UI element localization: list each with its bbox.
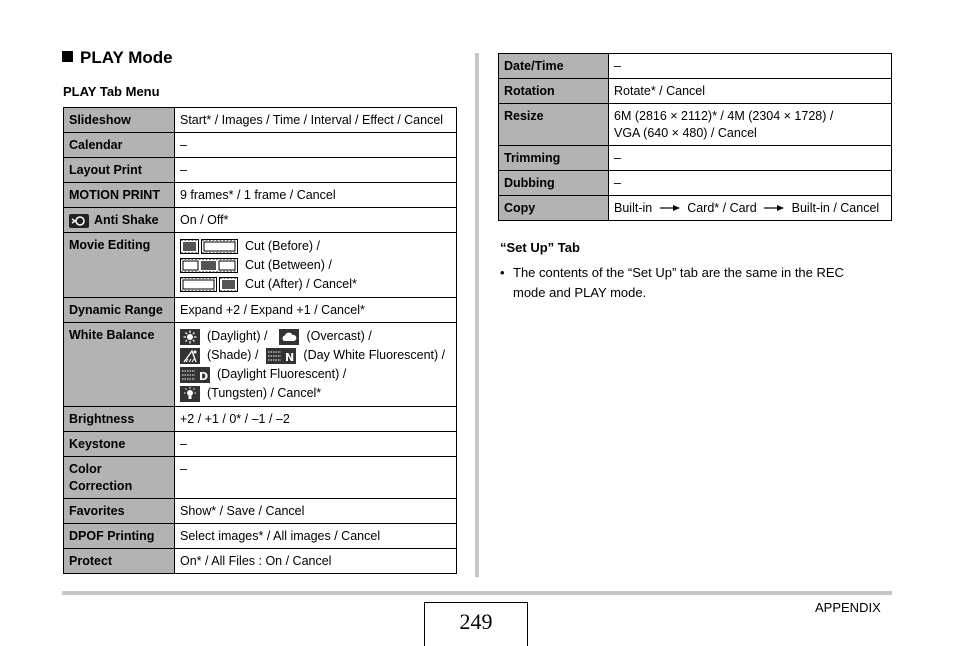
film-cut-before-icon bbox=[180, 239, 238, 254]
row-value-movie-editing bbox=[175, 233, 457, 298]
row-value-copy bbox=[609, 196, 892, 221]
row-key: Date/Time bbox=[499, 54, 609, 79]
table-row bbox=[64, 549, 457, 574]
resize-line: VGA (640 × 480) / Cancel bbox=[614, 126, 757, 140]
table-row bbox=[64, 208, 457, 233]
table-row bbox=[499, 171, 892, 196]
shade-icon bbox=[180, 348, 200, 364]
setup-tab-title: “Set Up” Tab bbox=[500, 240, 580, 255]
table-row bbox=[499, 54, 892, 79]
table-row bbox=[64, 524, 457, 549]
table-row bbox=[499, 196, 892, 221]
cloud-icon bbox=[279, 329, 299, 345]
row-value: – bbox=[609, 171, 892, 196]
play-tab-title: PLAY Tab Menu bbox=[63, 84, 160, 99]
row-key: Protect bbox=[64, 549, 175, 574]
svg-text:N: N bbox=[285, 350, 295, 364]
row-value: Rotate* / Cancel bbox=[609, 79, 892, 104]
row-value: – bbox=[175, 133, 457, 158]
row-key: Brightness bbox=[64, 407, 175, 432]
anti-shake-label: Anti Shake bbox=[94, 213, 159, 227]
row-key: Rotation bbox=[499, 79, 609, 104]
daylight-fluorescent-text: (Daylight Fluorescent) / bbox=[217, 367, 347, 381]
row-value: Select images* / All images / Cancel bbox=[175, 524, 457, 549]
fluorescent-n-icon bbox=[266, 348, 296, 364]
footer-rule bbox=[62, 591, 892, 595]
appendix-label: APPENDIX bbox=[815, 600, 881, 615]
row-key: Layout Print bbox=[64, 158, 175, 183]
table-row bbox=[64, 457, 457, 499]
table-row bbox=[64, 323, 457, 407]
table-row bbox=[499, 79, 892, 104]
table-row bbox=[64, 499, 457, 524]
sun-icon bbox=[180, 329, 200, 345]
row-value: Start* / Images / Time / Interval / Effect / Cancel bbox=[175, 108, 457, 133]
right-arrow-icon bbox=[763, 200, 785, 217]
bulb-icon bbox=[180, 386, 200, 402]
table-row bbox=[499, 146, 892, 171]
table-row bbox=[64, 298, 457, 323]
section-title bbox=[62, 48, 173, 68]
resize-line: 6M (2816 × 2112)* / 4M (2304 × 1728) / bbox=[614, 109, 834, 123]
anti-shake-icon bbox=[69, 214, 89, 228]
table-row bbox=[64, 158, 457, 183]
play-tab-menu-table-continued bbox=[498, 53, 892, 221]
row-key: Slideshow bbox=[64, 108, 175, 133]
row-value: – bbox=[175, 158, 457, 183]
row-value-resize bbox=[609, 104, 892, 146]
play-tab-menu-table bbox=[63, 107, 457, 574]
row-key-anti-shake bbox=[64, 208, 175, 233]
copy-part: Built-in / Cancel bbox=[791, 201, 880, 215]
fluorescent-d-icon bbox=[180, 367, 210, 383]
table-row bbox=[499, 104, 892, 146]
row-key: Trimming bbox=[499, 146, 609, 171]
row-key: Movie Editing bbox=[64, 233, 175, 298]
row-key: Copy bbox=[499, 196, 609, 221]
svg-text:D: D bbox=[199, 369, 209, 383]
daylight-text: (Daylight) / bbox=[207, 329, 268, 343]
film-cut-after-icon bbox=[180, 277, 238, 292]
row-value: – bbox=[609, 54, 892, 79]
copy-part: Built-in bbox=[614, 201, 653, 215]
cut-after-text: Cut (After) / Cancel* bbox=[245, 277, 357, 291]
row-key: Keystone bbox=[64, 432, 175, 457]
day-white-fluorescent-text: (Day White Fluorescent) / bbox=[303, 348, 446, 362]
table-row bbox=[64, 183, 457, 208]
row-value: 9 frames* / 1 frame / Cancel bbox=[175, 183, 457, 208]
row-value: +2 / +1 / 0* / –1 / –2 bbox=[175, 407, 457, 432]
row-value: – bbox=[175, 457, 457, 499]
table-row bbox=[64, 108, 457, 133]
section-title-text: PLAY Mode bbox=[80, 48, 173, 67]
overcast-text: (Overcast) / bbox=[306, 329, 372, 343]
film-cut-between-icon bbox=[180, 258, 238, 273]
table-row bbox=[64, 133, 457, 158]
row-value: – bbox=[609, 146, 892, 171]
row-key: DPOF Printing bbox=[64, 524, 175, 549]
setup-note bbox=[500, 263, 880, 303]
row-value: Show* / Save / Cancel bbox=[175, 499, 457, 524]
row-key: Resize bbox=[499, 104, 609, 146]
setup-note-text: The contents of the “Set Up” tab are the same in the REC mode and PLAY mode. bbox=[513, 265, 844, 300]
tungsten-text: (Tungsten) / Cancel* bbox=[207, 386, 322, 400]
row-key: Favorites bbox=[64, 499, 175, 524]
right-arrow-icon bbox=[659, 200, 681, 217]
page-number: 249 bbox=[424, 602, 528, 646]
row-value: On / Off* bbox=[175, 208, 457, 233]
cut-between-text: Cut (Between) / bbox=[245, 258, 332, 272]
square-bullet-icon bbox=[62, 51, 73, 62]
row-value: – bbox=[175, 432, 457, 457]
column-divider bbox=[475, 53, 479, 577]
row-key: Dynamic Range bbox=[64, 298, 175, 323]
row-value-white-balance bbox=[175, 323, 457, 407]
cut-before-text: Cut (Before) / bbox=[245, 239, 321, 253]
row-value: Expand +2 / Expand +1 / Cancel* bbox=[175, 298, 457, 323]
row-key: White Balance bbox=[64, 323, 175, 407]
table-row bbox=[64, 407, 457, 432]
row-value: On* / All Files : On / Cancel bbox=[175, 549, 457, 574]
table-row bbox=[64, 233, 457, 298]
row-key: MOTION PRINT bbox=[64, 183, 175, 208]
copy-part: Card* / Card bbox=[687, 201, 757, 215]
row-key: Dubbing bbox=[499, 171, 609, 196]
row-key: Color Correction bbox=[64, 457, 175, 499]
table-row bbox=[64, 432, 457, 457]
shade-text: (Shade) / bbox=[207, 348, 259, 362]
bullet-icon: • bbox=[500, 265, 505, 280]
row-key: Calendar bbox=[64, 133, 175, 158]
